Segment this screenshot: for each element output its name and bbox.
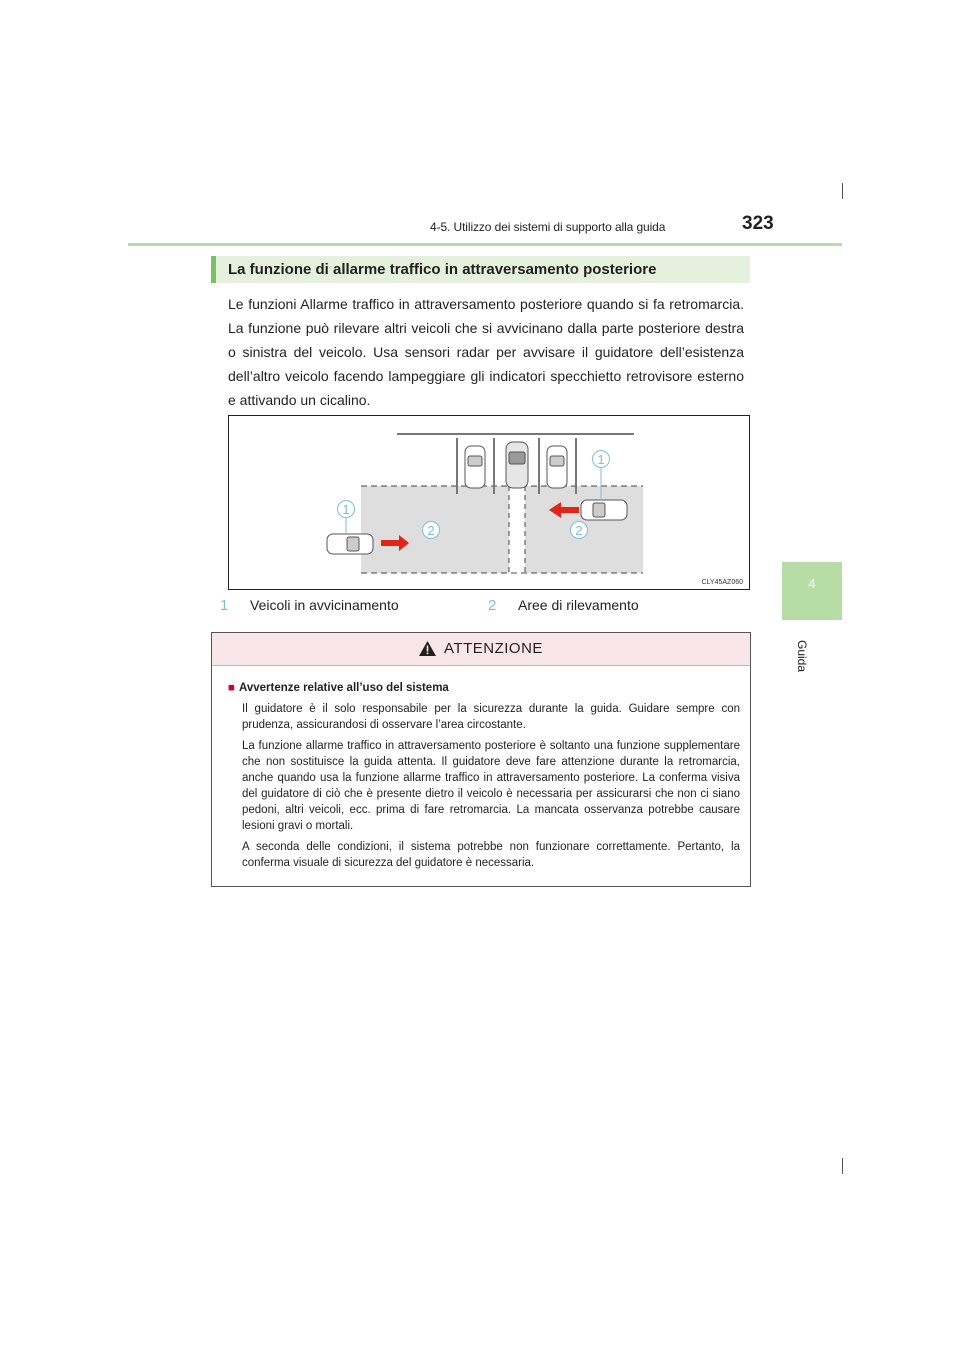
legend-item-1 <box>220 597 399 614</box>
caution-paragraph: A seconda delle condizioni, il sistema potrebbe non funzionare correttamente. Pertanto, la conferma visuale di sicurezza del guidatore è necessaria. <box>242 841 740 869</box>
caution-paragraph: Il guidatore è il solo responsabile per la sicurezza durante la guida. Guidare sempre con prudenza, assicurandosi di osservare l’area circostante. <box>242 703 740 731</box>
crop-mark-bottom <box>842 1158 843 1174</box>
parked-car <box>547 446 567 488</box>
section-heading: La funzione di allarme traffico in attraversamento posteriore <box>211 256 750 283</box>
parked-car <box>465 446 485 488</box>
crop-mark-top <box>842 183 843 199</box>
caution-title: ATTENZIONE <box>444 640 543 657</box>
caution-box <box>211 632 751 887</box>
chapter-tab: 4 <box>782 562 842 620</box>
page-number: 323 <box>742 213 774 234</box>
caution-subheading: ■ Avvertenze relative all’uso del sistema <box>228 682 449 694</box>
caution-paragraph: La funzione allarme traffico in attraversamento posteriore è soltanto una funzione supplementare che non sostituisce la guida attenta. Il guidatore deve fare attenzione durante la retromarcia, anche quando usa la funzione allarme traffico in attraversamento posteriore. La conferma visiva del guidatore di ciò che è presente dietro il veicolo è necessaria per assicurarsi che non ci siano pedoni, altri veicoli, ecc. prima di fare retromarcia. La mancata osservanza potrebbe causare lesioni gravi o mortali. <box>242 740 740 832</box>
legend-number: 1 <box>220 597 229 614</box>
legend-label: Veicoli in avvicinamento <box>250 597 399 613</box>
intro-paragraph: Le funzioni Allarme traffico in attraversamento posteriore quando si fa retromarcia. La funzione può rilevare altri veicoli che si avvicinano dalla parte posteriore destra o sinistra del veicolo. Usa sensori radar per avvisare il guidatore dell’esistenza dell’altro veicolo facendo lampeggiare gli indicatori specchietto retrovisore esterno e attivando un cicalino. <box>228 296 744 408</box>
caution-header <box>212 633 750 666</box>
own-car <box>506 442 528 488</box>
rcta-illustration <box>228 415 750 590</box>
legend-label: Aree di rilevamento <box>518 597 639 613</box>
warning-triangle-icon <box>419 641 436 656</box>
header-rule <box>128 243 842 246</box>
running-header: 4-5. Utilizzo dei sistemi di supporto alla guida <box>430 220 666 234</box>
parking-lot-diagram <box>229 416 749 589</box>
callout-2-right: 2 <box>575 523 583 538</box>
callout-1-right: 1 <box>597 452 605 467</box>
figure-code: CLY45AZ060 <box>701 579 743 586</box>
callout-2-left: 2 <box>427 523 435 538</box>
approaching-car-left <box>327 534 373 554</box>
legend-number: 2 <box>488 597 497 614</box>
legend-item-2 <box>488 597 639 614</box>
square-bullet-icon: ■ <box>228 682 235 694</box>
callout-1-left: 1 <box>342 502 350 517</box>
chapter-label: Guida <box>795 640 809 673</box>
approaching-car-right <box>581 500 627 520</box>
